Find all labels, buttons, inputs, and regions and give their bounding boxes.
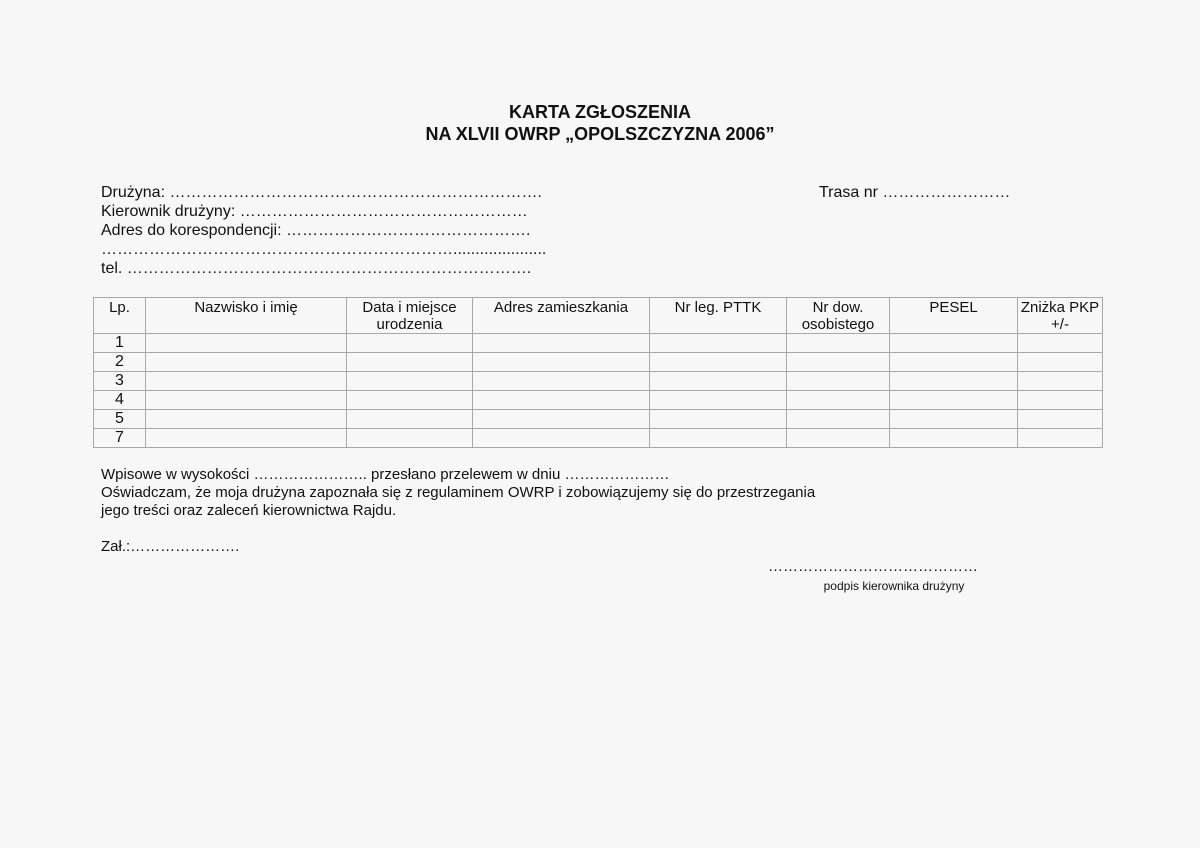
column-header-pttk: Nr leg. PTTK <box>650 298 787 334</box>
document-title <box>0 101 1200 145</box>
table-cell <box>146 429 347 448</box>
table-cell <box>650 353 787 372</box>
table-row <box>94 410 1103 429</box>
table-cell <box>1018 353 1103 372</box>
table-cell <box>347 429 473 448</box>
declaration-block <box>101 466 815 520</box>
column-header-id: Nr dow. osobistego <box>787 298 890 334</box>
table-cell <box>1018 391 1103 410</box>
table-row <box>94 391 1103 410</box>
title-line-1: KARTA ZGŁOSZENIA <box>509 102 691 122</box>
table-cell <box>146 391 347 410</box>
entry-fee-line: Wpisowe w wysokości ………………….. przesłano przelewem w dniu ………………… <box>101 466 670 483</box>
table-cell <box>1018 429 1103 448</box>
table-cell <box>1018 372 1103 391</box>
table-cell <box>787 429 890 448</box>
route-number-field: Trasa nr …………………… <box>819 184 1011 201</box>
attachments-field: Zał.:…………………. <box>101 538 240 555</box>
table-cell <box>473 353 650 372</box>
table-cell <box>890 334 1018 353</box>
declaration-line-2: jego treści oraz zaleceń kierownictwa Rajdu. <box>101 502 397 519</box>
title-line-2: NA XLVII OWRP „OPOLSZCZYZNA 2006” <box>425 124 775 144</box>
signature-line: …………………………………… <box>768 558 978 575</box>
row-number: 2 <box>94 353 146 372</box>
row-number: 1 <box>94 334 146 353</box>
table-cell <box>473 429 650 448</box>
table-cell <box>787 372 890 391</box>
table-cell <box>890 372 1018 391</box>
table-cell <box>890 429 1018 448</box>
address-field: Adres do korespondencji: ………………………………………. <box>101 222 531 239</box>
signature-caption: podpis kierownika drużyny <box>823 579 965 593</box>
table-cell <box>347 372 473 391</box>
team-leader-field: Kierownik drużyny: ……………………………………………… <box>101 203 528 220</box>
table-cell <box>650 410 787 429</box>
table-cell <box>1018 410 1103 429</box>
table-cell <box>347 353 473 372</box>
column-header-name: Nazwisko i imię <box>146 298 347 334</box>
row-number: 5 <box>94 410 146 429</box>
table-cell <box>473 334 650 353</box>
table-cell <box>650 372 787 391</box>
column-header-address: Adres zamieszkania <box>473 298 650 334</box>
column-header-pesel: PESEL <box>890 298 1018 334</box>
phone-field: tel. …………………………………………………………………. <box>101 260 532 277</box>
members-table <box>93 297 1103 448</box>
column-header-lp: Lp. <box>94 298 146 334</box>
table-cell <box>787 334 890 353</box>
table-cell <box>347 410 473 429</box>
table-cell <box>650 429 787 448</box>
table-header-row <box>94 298 1103 334</box>
table-cell <box>347 391 473 410</box>
table-cell <box>890 353 1018 372</box>
table-cell <box>787 410 890 429</box>
table-row <box>94 334 1103 353</box>
table-row <box>94 372 1103 391</box>
table-cell <box>473 410 650 429</box>
row-number: 4 <box>94 391 146 410</box>
team-info-block <box>101 183 546 278</box>
table-cell <box>473 391 650 410</box>
table-cell <box>787 353 890 372</box>
table-cell <box>1018 334 1103 353</box>
address-continuation-field: …………………………………………………………..................... <box>101 241 547 258</box>
column-header-discount: Zniżka PKP +/- <box>1018 298 1103 334</box>
team-field: Drużyna: ……………………………………………………………. <box>101 184 542 201</box>
table-cell <box>146 334 347 353</box>
table-row <box>94 429 1103 448</box>
table-row <box>94 353 1103 372</box>
table-cell <box>787 391 890 410</box>
table-cell <box>146 410 347 429</box>
table-cell <box>146 372 347 391</box>
row-number: 7 <box>94 429 146 448</box>
table-cell <box>890 391 1018 410</box>
table-cell <box>890 410 1018 429</box>
table-cell <box>473 372 650 391</box>
column-header-birth: Data i miejsce urodzenia <box>347 298 473 334</box>
table-cell <box>650 391 787 410</box>
table-cell <box>650 334 787 353</box>
declaration-line-1: Oświadczam, że moja drużyna zapoznała się z regulaminem OWRP i zobowiązujemy się do przestrzegania <box>101 484 816 501</box>
row-number: 3 <box>94 372 146 391</box>
table-cell <box>347 334 473 353</box>
table-cell <box>146 353 347 372</box>
